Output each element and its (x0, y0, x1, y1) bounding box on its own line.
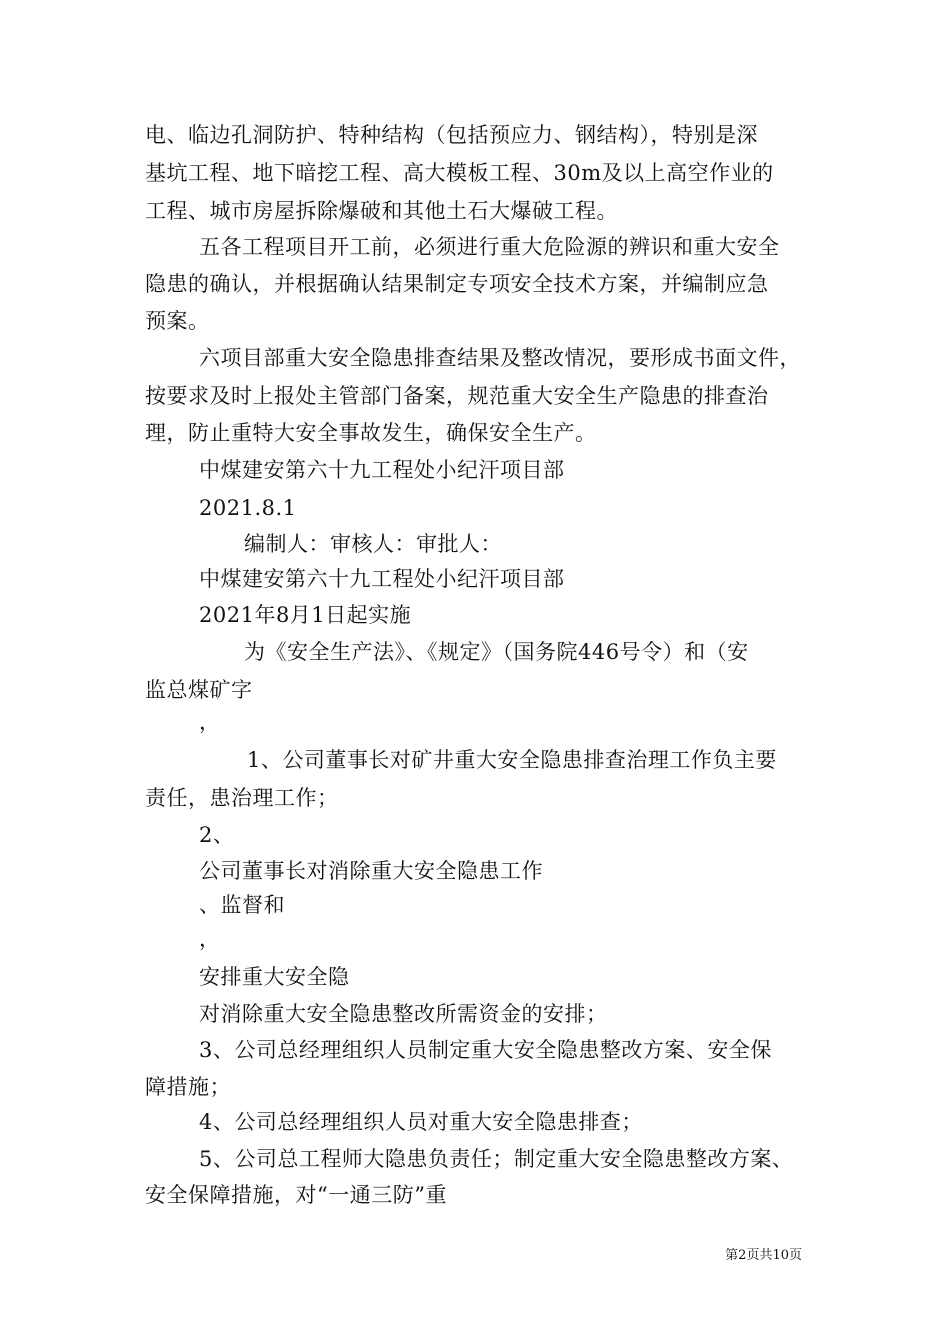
text-line: ， (199, 927, 221, 951)
page-number: 第2页共10页 (725, 1248, 802, 1263)
text-line: ， (199, 710, 221, 734)
text-line: 中煤建安第六十九工程处小纪汗项目部 (199, 458, 565, 482)
text-line: 障措施； (145, 1075, 231, 1099)
text-line: 2、 (199, 823, 235, 847)
text-line: 安全保障措施，对“一通三防”重 (145, 1183, 447, 1207)
text-line: 基坑工程、地下暗挖工程、高大模板工程、30m及以上高空作业的 (145, 161, 774, 185)
text-line: 安排重大安全隐 (199, 965, 350, 989)
text-line: 理，防止重特大安全事故发生，确保安全生产。 (145, 421, 597, 445)
text-line: 责任，患治理工作； (145, 786, 339, 810)
text-line: 公司董事长对消除重大安全隐患工作 (199, 859, 543, 883)
text-line: 2021.8.1 (199, 496, 297, 520)
text-line: 为《安全生产法》、《规定》（国务院446号令）和（安 (244, 640, 749, 664)
text-line: 监总煤矿字 (145, 678, 253, 702)
text-line: 按要求及时上报处主管部门备案，规范重大安全生产隐患的排查治 (145, 384, 769, 408)
text-line: 六项目部重大安全隐患排查结果及整改情况，要形成书面文件， (199, 346, 801, 370)
text-line: 中煤建安第六十九工程处小纪汗项目部 (199, 567, 565, 591)
text-line: 4、公司总经理组织人员对重大安全隐患排查； (199, 1110, 643, 1134)
text-line: 2021年8月1日起实施 (199, 603, 412, 627)
text-line: 五各工程项目开工前，必须进行重大危险源的辨识和重大安全 (199, 235, 780, 259)
text-line: 预案。 (145, 309, 210, 333)
text-line: 工程、城市房屋拆除爆破和其他土石大爆破工程。 (145, 199, 618, 223)
text-line: 5、公司总工程师大隐患负责任；制定重大安全隐患整改方案、 (199, 1147, 794, 1171)
text-line: 对消除重大安全隐患整改所需资金的安排； (199, 1002, 608, 1026)
text-line: 、监督和 (199, 893, 285, 917)
text-line: 编制人：审核人：审批人： (244, 532, 502, 556)
text-line: 1、公司董事长对矿井重大安全隐患排查治理工作负主要 (247, 748, 777, 772)
text-line: 3、公司总经理组织人员制定重大安全隐患整改方案、安全保 (199, 1038, 772, 1062)
text-line: 电、临边孔洞防护、特种结构（包括预应力、钢结构），特别是深 (145, 123, 758, 147)
text-line: 隐患的确认，并根据确认结果制定专项安全技术方案，并编制应急 (145, 272, 769, 296)
